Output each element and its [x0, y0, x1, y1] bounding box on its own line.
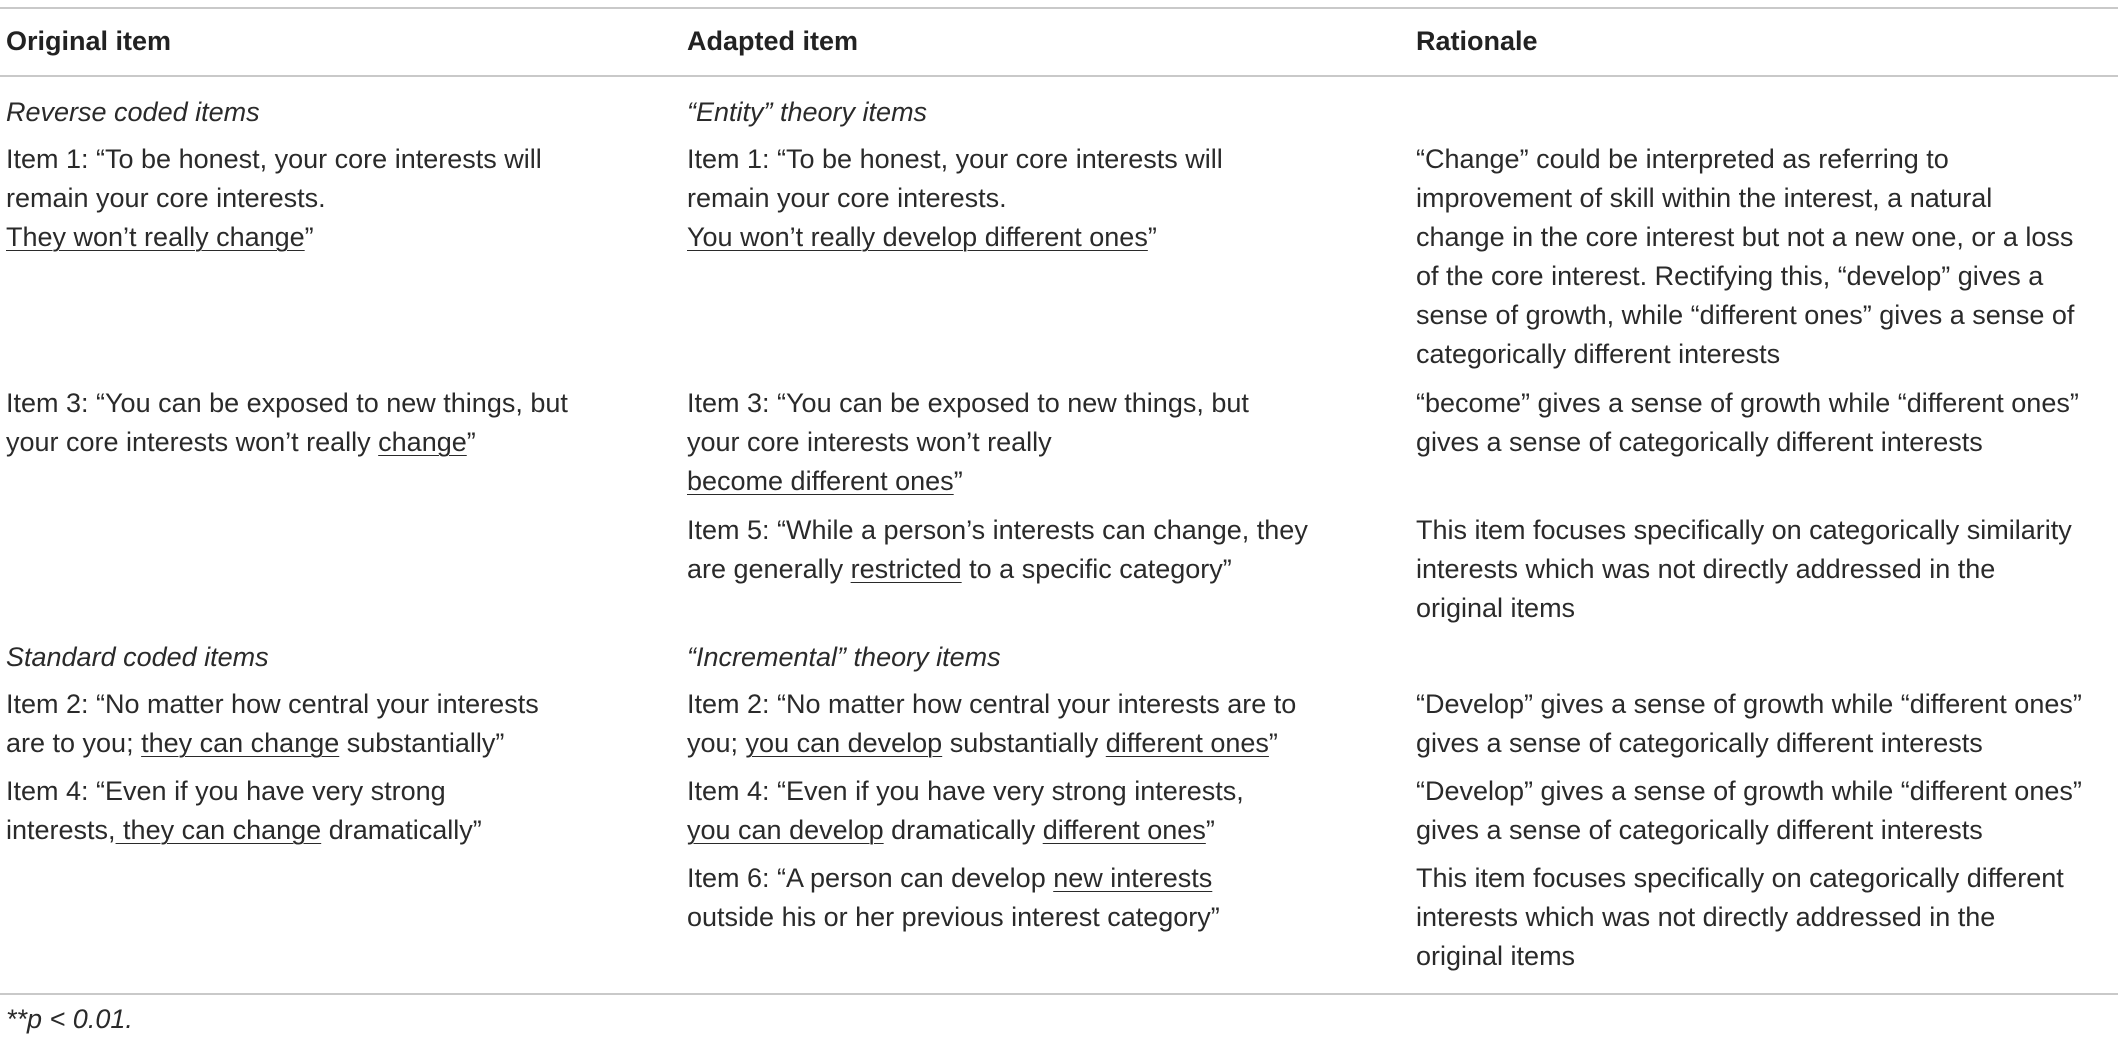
underlined-phrase: You won’t really develop different ones	[687, 222, 1148, 252]
rationale-item-1-line: change in the core interest but not a new one, or a loss	[1416, 222, 2074, 252]
underlined-phrase: different ones	[1042, 815, 1206, 845]
header-original-item: Original item	[6, 26, 172, 56]
underlined-phrase: different ones	[1105, 728, 1269, 758]
closing-quote: ”	[1147, 222, 1157, 252]
rationale-item-3-line: gives a sense of categorically different interests	[1416, 427, 1983, 457]
text-segment: your core interests won’t really	[6, 427, 379, 457]
section-reverse-coded: Reverse coded items	[6, 97, 260, 127]
rationale-item-4-line: gives a sense of categorically different interests	[1416, 815, 1983, 845]
rationale-item-6-line: This item focuses specifically on categorically different	[1416, 863, 2064, 893]
table-top-rule	[0, 7, 2118, 9]
section-standard-coded: Standard coded items	[6, 642, 269, 672]
adapted-item-3-line: Item 3: “You can be exposed to new things, but	[687, 388, 1249, 418]
original-item-3-line	[6, 423, 476, 462]
closing-quote: ”	[1205, 815, 1215, 845]
rationale-item-5-line: interests which was not directly addressed in the	[1416, 554, 1996, 584]
original-item-4-line	[6, 811, 482, 850]
rationale-item-2-line: “Develop” gives a sense of growth while “different ones”	[1416, 689, 2082, 719]
text-segment: to a specific category”	[961, 554, 1232, 584]
rationale-item-6-line: original items	[1416, 941, 1576, 971]
rationale-item-1-line: “Change” could be interpreted as referring to	[1416, 144, 1949, 174]
text-segment: interests,	[6, 815, 116, 845]
original-item-1-line: Item 1: “To be honest, your core interests will	[6, 144, 542, 174]
original-item-3-line: Item 3: “You can be exposed to new things, but	[6, 388, 568, 418]
underlined-phrase: you can develop	[687, 815, 884, 845]
underlined-phrase: they can change	[115, 815, 322, 845]
adapted-item-6-line	[687, 859, 1212, 898]
underlined-phrase: they can change	[141, 728, 340, 758]
rationale-item-6-line: interests which was not directly addressed in the	[1416, 902, 1996, 932]
adapted-item-1-line: remain your core interests.	[687, 183, 1007, 213]
section-entity-theory: “Entity” theory items	[687, 97, 928, 127]
rationale-item-1-line: of the core interest. Rectifying this, “develop” gives a	[1416, 261, 2044, 291]
text-segment: dramatically”	[321, 815, 482, 845]
section-incremental-theory: “Incremental” theory items	[687, 642, 1001, 672]
rationale-item-2-line: gives a sense of categorically different interests	[1416, 728, 1983, 758]
adapted-item-6-line: outside his or her previous interest category”	[687, 902, 1220, 932]
adapted-item-1-line: Item 1: “To be honest, your core interests will	[687, 144, 1223, 174]
adapted-item-5-line	[687, 550, 1232, 589]
text-segment: are to you;	[6, 728, 142, 758]
closing-quote: ”	[1268, 728, 1278, 758]
closing-quote: ”	[466, 427, 476, 457]
closing-quote: ”	[304, 222, 314, 252]
text-segment: are generally	[687, 554, 851, 584]
adapted-item-4-line: Item 4: “Even if you have very strong interests,	[687, 776, 1244, 806]
adapted-item-5-line: Item 5: “While a person’s interests can change, they	[687, 515, 1308, 545]
table-footnote: **p < 0.01.	[6, 1004, 133, 1034]
underlined-phrase: restricted	[850, 554, 962, 584]
rationale-item-5-line: original items	[1416, 593, 1576, 623]
adapted-item-3-line: your core interests won’t really	[687, 427, 1052, 457]
underlined-phrase: change	[378, 427, 467, 457]
header-adapted-item: Adapted item	[687, 26, 859, 56]
original-item-1-line: remain your core interests.	[6, 183, 326, 213]
text-segment: substantially	[942, 728, 1106, 758]
table-bottom-rule	[0, 993, 2118, 995]
adapted-item-4-line	[687, 811, 1215, 850]
table-header-rule	[0, 75, 2118, 77]
original-item-1-line	[6, 218, 314, 257]
rationale-item-4-line: “Develop” gives a sense of growth while “different ones”	[1416, 776, 2082, 806]
underlined-phrase: you can develop	[745, 728, 943, 758]
original-item-4-line: Item 4: “Even if you have very strong	[6, 776, 446, 806]
adapted-item-1-line	[687, 218, 1157, 257]
closing-quote: ”	[953, 466, 963, 496]
adapted-item-2-line	[687, 724, 1278, 763]
text-segment: substantially”	[339, 728, 505, 758]
rationale-item-5-line: This item focuses specifically on categorically similarity	[1416, 515, 2072, 545]
text-segment: you;	[687, 728, 746, 758]
text-segment: dramatically	[883, 815, 1043, 845]
rationale-item-3-line: “become” gives a sense of growth while “different ones”	[1416, 388, 2079, 418]
adapted-item-2-line: Item 2: “No matter how central your interests are to	[687, 689, 1297, 719]
adapted-item-3-line	[687, 462, 963, 501]
original-item-2-line: Item 2: “No matter how central your interests	[6, 689, 539, 719]
text-segment: Item 6: “A person can develop	[687, 863, 1054, 893]
rationale-item-1-line: categorically different interests	[1416, 339, 1781, 369]
rationale-item-1-line: improvement of skill within the interest, a natural	[1416, 183, 1993, 213]
header-rationale: Rationale	[1416, 26, 1538, 56]
original-item-2-line	[6, 724, 504, 763]
underlined-phrase: They won’t really change	[6, 222, 305, 252]
underlined-phrase: new interests	[1053, 863, 1213, 893]
underlined-phrase: become different ones	[687, 466, 954, 496]
rationale-item-1-line: sense of growth, while “different ones” gives a sense of	[1416, 300, 2075, 330]
